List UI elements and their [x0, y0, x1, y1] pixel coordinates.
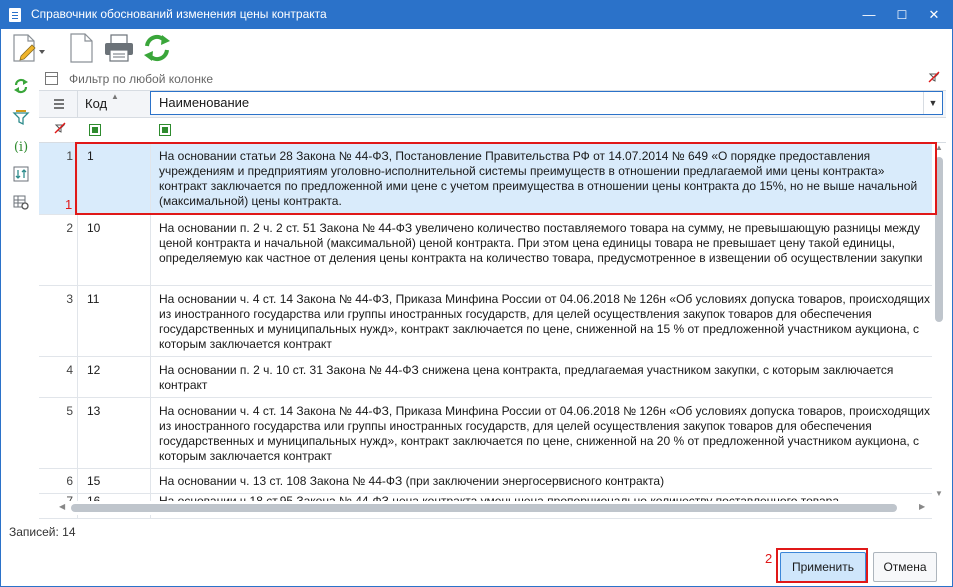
info-icon[interactable]	[13, 138, 29, 154]
records-count: Записей: 14	[9, 525, 76, 539]
row-number: 5	[66, 404, 73, 418]
table-row[interactable]	[39, 215, 932, 286]
filter-input[interactable]: Фильтр по любой колонке	[69, 72, 214, 86]
title-bar[interactable]	[1, 1, 952, 29]
horizontal-scrollbar[interactable]	[39, 501, 932, 515]
scroll-left-icon[interactable]: ◀	[59, 502, 66, 511]
row-name: На основании п. 2 ч. 10 ст. 31 Закона № 44-ФЗ снижена цена контракта, предлагаемая участником закупки, с которым заключается контракт	[159, 363, 894, 392]
edit-document-icon	[11, 32, 47, 64]
filter-toggle-icon[interactable]	[45, 72, 58, 85]
blank-document-icon	[67, 32, 95, 64]
filter-icon[interactable]	[13, 110, 29, 126]
grid-header	[39, 91, 946, 118]
row-name: На основании статьи 28 Закона № 44-ФЗ, Постановление Правительства РФ от 14.07.2014 № 649 «О порядке предоставления учреждениям и предприятиям уголовно-исполнительной системы преимуществ в отношении предлагаемой ими цены контракта» контракт заключается по предложенной ими цене с учетом преимущества в отношении цены контракта до 15%, но не выше начальной (максимальной) цены контракта.	[159, 149, 918, 208]
row-number: 3	[66, 292, 73, 306]
scroll-down-icon[interactable]: ▼	[935, 489, 943, 498]
row-code: 11	[87, 292, 100, 306]
column-header-code[interactable]: Код	[85, 96, 108, 111]
dropdown-arrow-icon[interactable]: ▼	[923, 92, 942, 114]
refresh-button[interactable]	[141, 32, 173, 64]
clear-column-filter-icon[interactable]	[54, 122, 66, 137]
minimize-button[interactable]: —	[862, 7, 876, 22]
row-code: 15	[87, 474, 101, 488]
sort-asc-icon: ▲	[111, 92, 119, 101]
row-number: 6	[66, 474, 73, 488]
svg-text:(i): (i)	[13, 140, 29, 155]
row-number: 1	[66, 149, 73, 163]
scroll-up-icon[interactable]: ▲	[935, 143, 943, 152]
table-row[interactable]	[39, 398, 932, 469]
edit-document-button[interactable]	[11, 32, 47, 64]
column-header-name: Наименование	[159, 95, 250, 110]
horizontal-scroll-thumb[interactable]	[71, 504, 897, 512]
row-name: На основании ч. 4 ст. 14 Закона № 44-ФЗ, Приказа Минфина России от 04.06.2018 № 126н «Об условиях допуска товаров, происходящих из иностранного государства или группы иностранных государств, для целей осуществления закупок товаров для обеспечения государственных и муниципальных нужд», контракт заключается по цене, сниженной на 20 % от предложенной участником аукциона, с которым заключается контракт	[159, 404, 930, 463]
table-settings-icon[interactable]	[13, 194, 29, 210]
row-name: На основании ч. 4 ст. 14 Закона № 44-ФЗ, Приказа Минфина России от 04.06.2018 № 126н «Об условиях допуска товаров, происходящих из иностранного государства или группы иностранных государств, для целей осуществления закупок товаров для обеспечения государственных и муниципальных нужд», контракт заключается по цене, сниженной на 15 % от предложенной участником аукциона, с которым заключается контракт	[159, 292, 930, 351]
row-code: 13	[87, 404, 101, 418]
toolbar	[1, 29, 952, 67]
annotation-marker-1: 1	[65, 197, 73, 212]
column-filter-row	[39, 118, 946, 143]
scroll-right-icon[interactable]: ▶	[919, 502, 926, 511]
column-menu-icon[interactable]	[53, 91, 67, 117]
row-number: 4	[66, 363, 73, 377]
column-divider	[77, 91, 78, 117]
directory-icon	[9, 8, 21, 22]
table-row[interactable]	[39, 469, 932, 494]
name-filter-checkbox[interactable]	[159, 124, 171, 136]
annotation-highlight-row	[75, 142, 937, 215]
code-filter-checkbox[interactable]	[89, 124, 101, 136]
maximize-button[interactable]: ☐	[896, 8, 908, 22]
window-title: Справочник обоснований изменения цены контракта	[31, 7, 327, 21]
filter-bar	[39, 68, 946, 91]
table-row[interactable]	[39, 286, 932, 357]
printer-icon	[103, 32, 135, 64]
new-document-button[interactable]	[67, 32, 95, 64]
row-name: На основании п. 2 ч. 2 ст. 51 Закона № 44-ФЗ увеличено количество поставляемого товара на сумму, не превышающую разницы между ценой контракта и начальной (максимальной) ценой контракта. При этом цена единицы товара не превышает цену такой единицы, определяемую как частное от деления цены контракта на количество товара, предусмотренное в извещении об осуществлении закупки	[159, 221, 923, 265]
sort-icon[interactable]	[13, 166, 29, 182]
refresh-icon[interactable]	[13, 78, 29, 94]
clear-filter-icon[interactable]	[928, 71, 940, 86]
table-row[interactable]	[39, 357, 932, 398]
cancel-button[interactable]: Отмена	[873, 552, 937, 582]
apply-button[interactable]: Применить	[780, 552, 866, 582]
column-header-name-box[interactable]	[150, 91, 943, 115]
row-code: 12	[87, 363, 101, 377]
print-button[interactable]	[103, 32, 135, 64]
annotation-marker-2: 2	[765, 551, 773, 566]
refresh-icon	[141, 32, 173, 64]
row-code: 1	[87, 149, 94, 163]
row-code: 10	[87, 221, 101, 235]
row-name: На основании ч. 13 ст. 108 Закона № 44-ФЗ (при заключении энергосервисного контракта)	[159, 474, 665, 488]
close-button[interactable]: ✕	[928, 7, 940, 22]
side-toolbar	[1, 68, 39, 518]
annotation-highlight-apply	[776, 548, 868, 583]
row-number: 2	[66, 221, 73, 235]
